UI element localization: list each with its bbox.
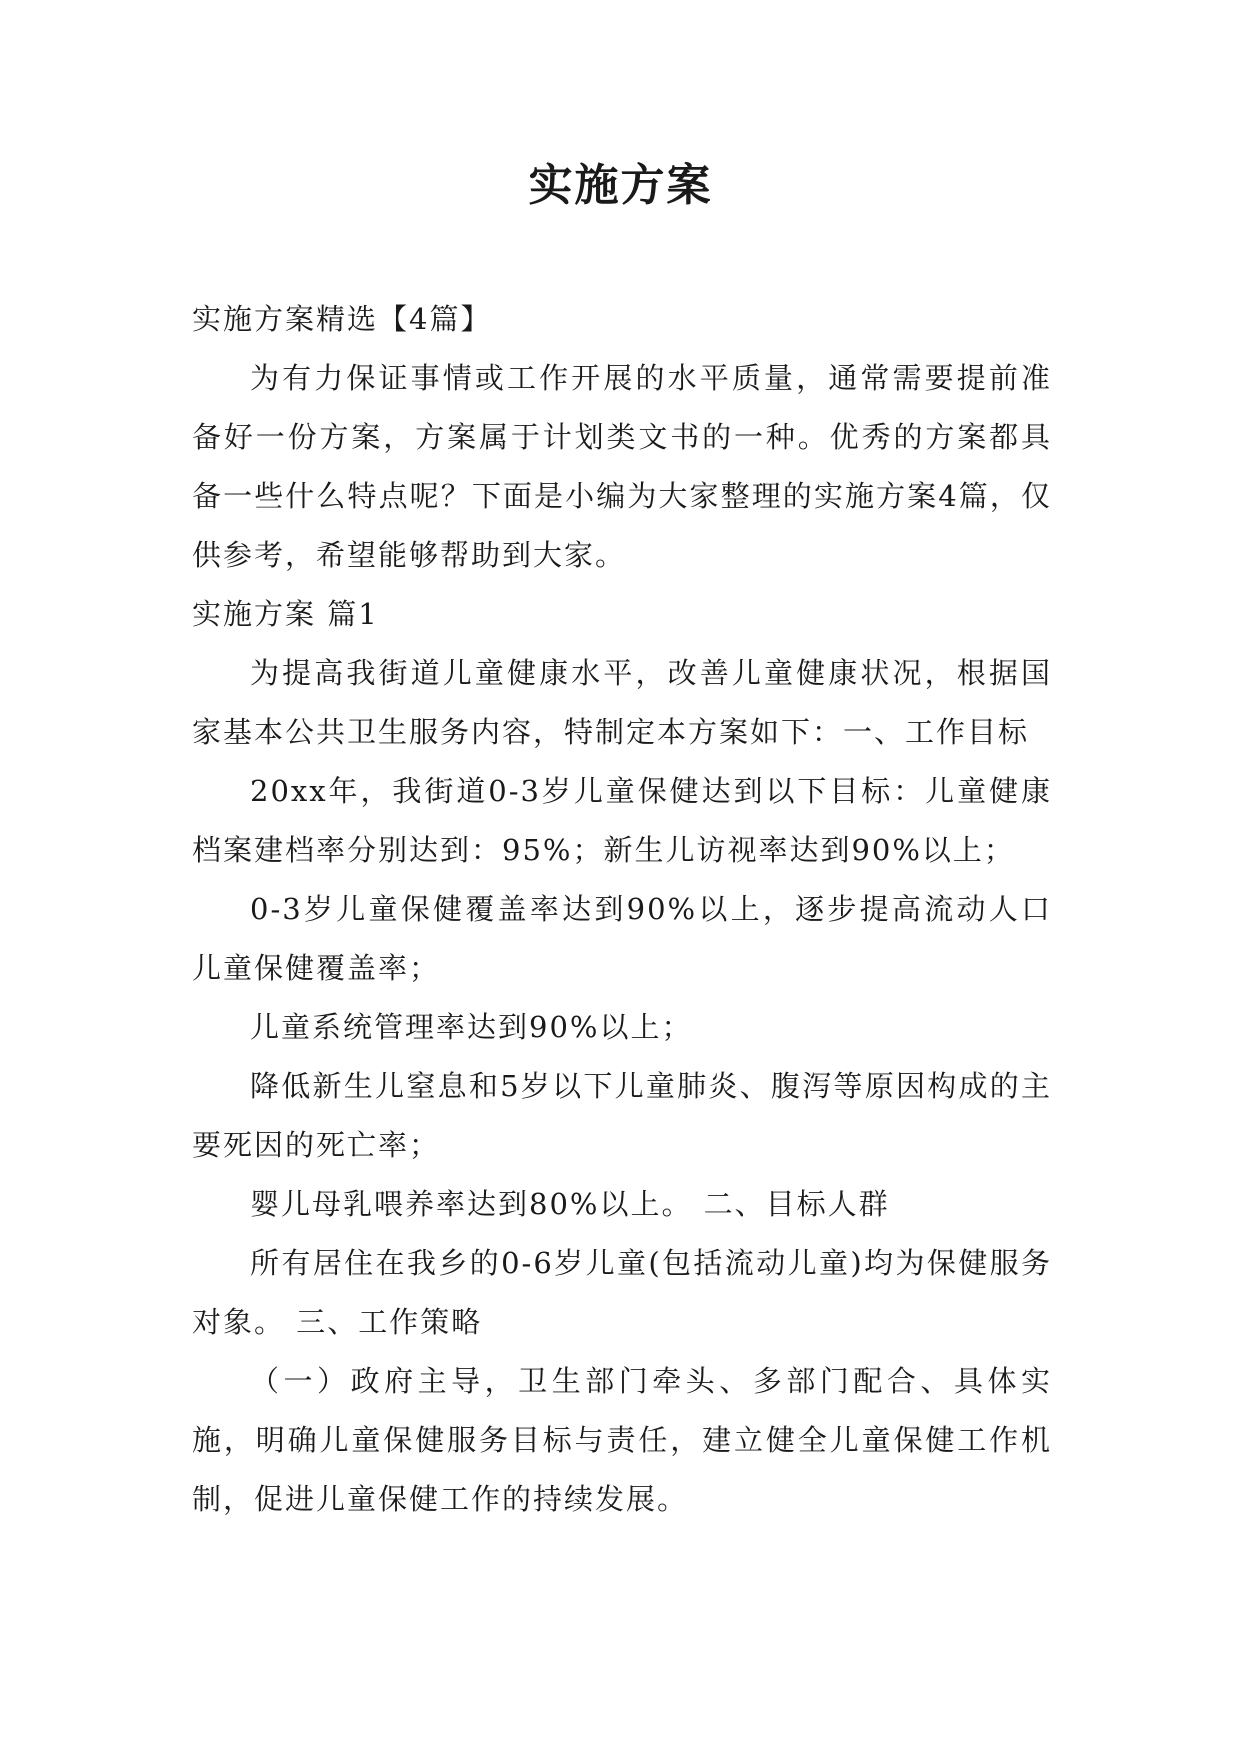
paragraph: 儿童系统管理率达到90%以上；	[250, 1010, 693, 1044]
section-heading: 实施方案精选【4篇】	[192, 302, 492, 336]
paragraph: 为提高我街道儿童健康水平，改善儿童健康状况，根据国家基本公共卫生服务内容，特制定本方案如下：一、工作目标	[192, 656, 1052, 749]
document-title: 实施方案	[528, 160, 713, 211]
paragraph: 婴儿母乳喂养率达到80%以上。 二、目标人群	[250, 1187, 890, 1221]
paragraph: 为有力保证事情或工作开展的水平质量，通常需要提前准备好一份方案，方案属于计划类文书的一种。优秀的方案都具备一些什么特点呢？下面是小编为大家整理的实施方案4篇，仅供参考，希望能够帮助到大家。	[192, 361, 1052, 572]
paragraph: 0-3岁儿童保健覆盖率达到90%以上，逐步提高流动人口儿童保健覆盖率；	[192, 892, 1052, 985]
paragraph: （一）政府主导，卫生部门牵头、多部门配合、具体实施，明确儿童保健服务目标与责任，建立健全儿童保健工作机制，促进儿童保健工作的持续发展。	[192, 1364, 1052, 1516]
document-body	[192, 290, 1052, 1529]
paragraph: 降低新生儿窒息和5岁以下儿童肺炎、腹泻等原因构成的主要死因的死亡率；	[192, 1069, 1052, 1162]
paragraph: 20xx年，我街道0-3岁儿童保健达到以下目标：儿童健康档案建档率分别达到：95%；新生儿访视率达到90%以上；	[192, 774, 1052, 867]
paragraph: 所有居住在我乡的0-6岁儿童(包括流动儿童)均为保健服务对象。 三、工作策略	[192, 1246, 1052, 1339]
section-heading: 实施方案 篇1	[192, 597, 379, 631]
